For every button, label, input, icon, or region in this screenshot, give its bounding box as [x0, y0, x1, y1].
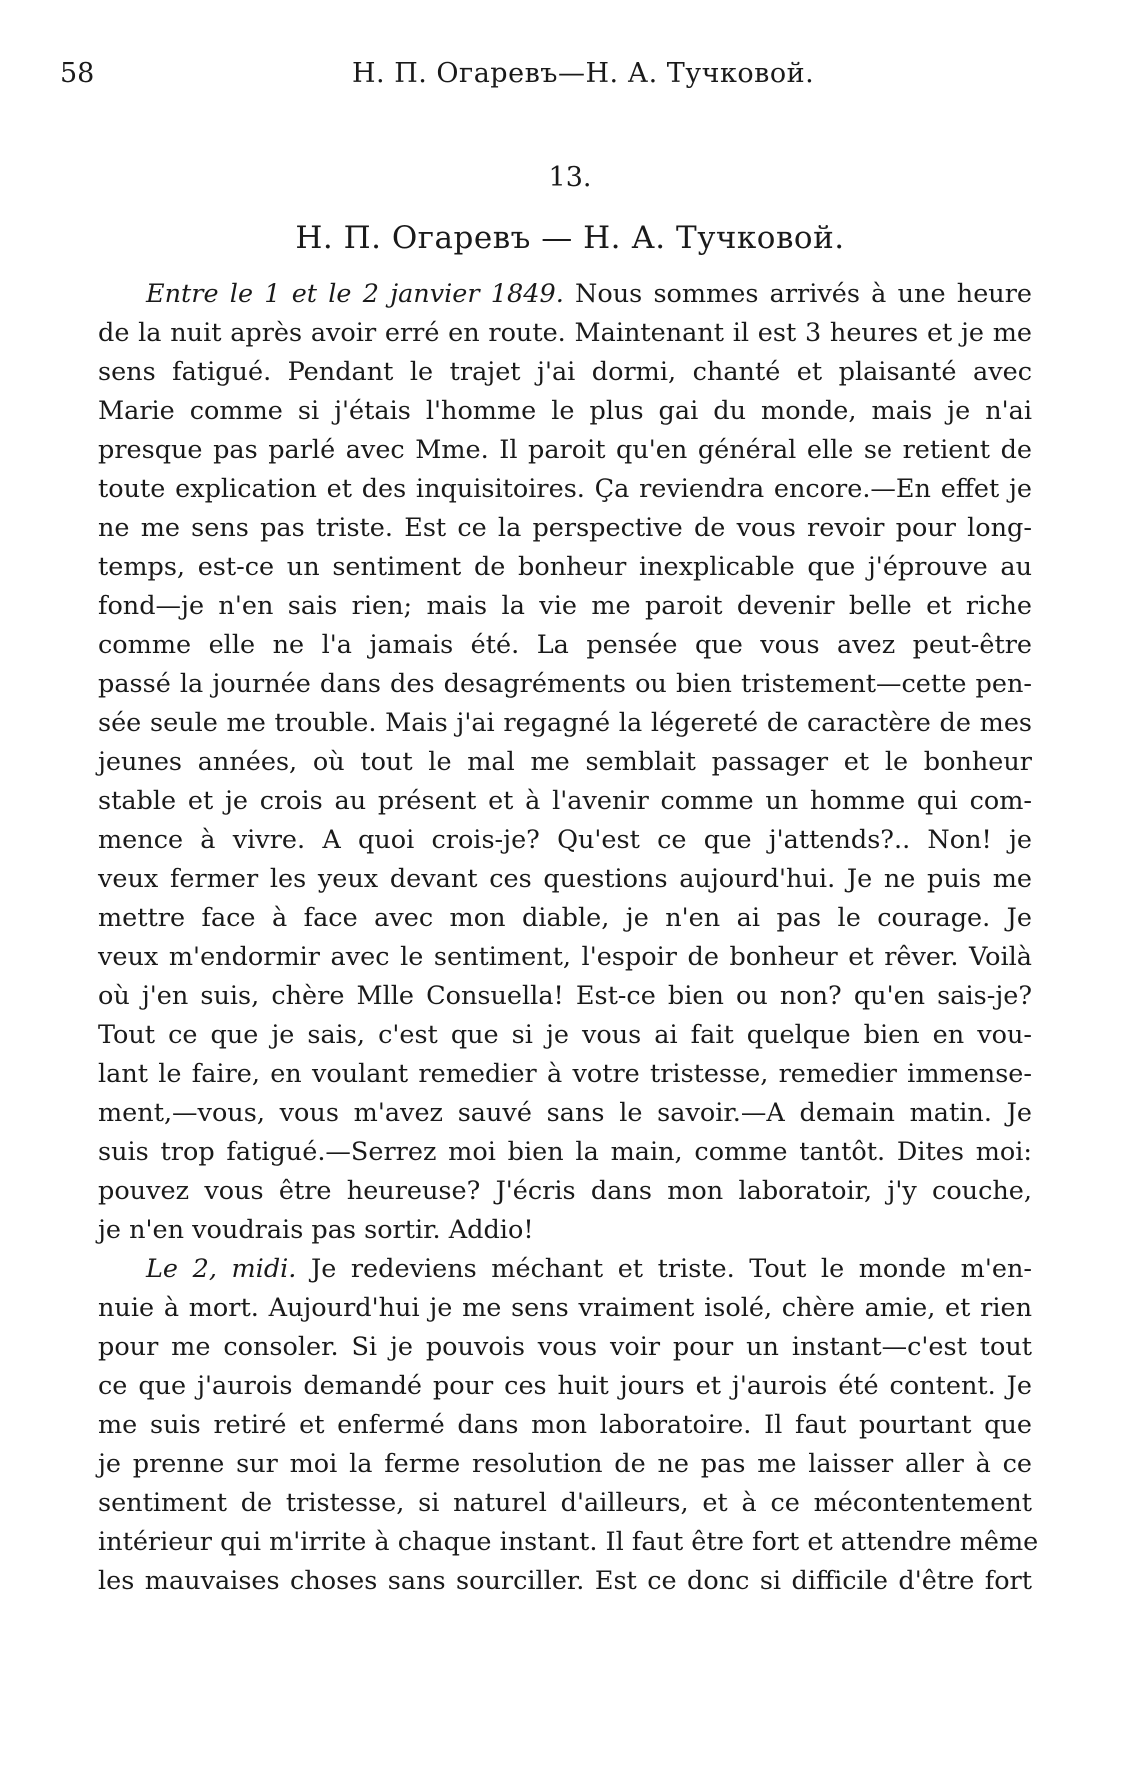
text-line: fond—je n'en sais rien; mais la vie me paroit devenir belle et riche: [98, 591, 1032, 621]
text-line: de la nuit après avoir erré en route. Maintenant il est 3 heures et je me: [98, 318, 1032, 348]
page-number: 58: [60, 58, 95, 89]
text-line: sens fatigué. Pendant le trajet j'ai dormi, chanté et plaisanté avec: [98, 357, 1032, 387]
text-line: pouvez vous être heureuse? J'écris dans mon laboratoir, j'y couche,: [98, 1176, 1032, 1206]
letter-body: [98, 275, 1039, 1601]
text-line: je prenne sur moi la ferme resolution de ne pas me laisser aller à ce: [98, 1449, 1032, 1479]
text-line: veux m'endormir avec le sentiment, l'espoir de bonheur et rêver. Voilà: [98, 942, 1032, 972]
text-line: ment,—vous, vous m'avez sauvé sans le savoir.—A demain matin. Je: [98, 1098, 1032, 1128]
text-line: lant le faire, en voulant remedier à votre tristesse, remedier immense-: [98, 1059, 1032, 1089]
text-line: ce que j'aurois demandé pour ces huit jours et j'aurois été content. Je: [98, 1371, 1032, 1401]
text-fragment: Nous sommes arrivés à une heure: [563, 279, 1032, 309]
running-head: [60, 58, 1100, 98]
text-line: les mauvaises choses sans sourciller. Est ce donc si difficile d'être fort: [98, 1566, 1032, 1596]
text-line: stable et je crois au présent et à l'avenir comme un homme qui com-: [98, 786, 1032, 816]
text-fragment: Je redeviens méchant et triste. Tout le monde m'en-: [296, 1254, 1032, 1284]
text-line: sée seule me trouble. Mais j'ai regagné la légereté de caractère de mes: [98, 708, 1032, 738]
text-line: où j'en suis, chère Mlle Consuella! Est-ce bien ou non? qu'en sais-je?: [98, 981, 1032, 1011]
text-line: suis trop fatigué.—Serrez moi bien la main, comme tantôt. Dites moi:: [98, 1137, 1032, 1167]
text-line: mence à vivre. A quoi crois-je? Qu'est ce que j'attends?.. Non! je: [98, 825, 1032, 855]
text-line: Marie comme si j'étais l'homme le plus gai du monde, mais je n'ai: [98, 396, 1032, 426]
paragraph-2-first-line: [98, 1250, 1032, 1289]
text-line: Tout ce que je sais, c'est que si je vous ai fait quelque bien en vou-: [98, 1020, 1032, 1050]
dateline-2: Le 2, midi.: [146, 1254, 297, 1284]
text-line: nuie à mort. Aujourd'hui je me sens vraiment isolé, chère amie, et rien: [98, 1293, 1032, 1323]
letter-heading: Н. П. Огаревъ — Н. А. Тучковой.: [295, 220, 845, 256]
text-line: ne me sens pas triste. Est ce la perspective de vous revoir pour long-: [98, 513, 1032, 543]
text-line: toute explication et des inquisitoires. Ça reviendra encore.—En effet je: [98, 474, 1032, 504]
text-line: sentiment de tristesse, si naturel d'ailleurs, et à ce mécontentement: [98, 1488, 1032, 1518]
text-line: temps, est-ce un sentiment de bonheur inexplicable que j'éprouve au: [98, 552, 1032, 582]
text-line: me suis retiré et enfermé dans mon laboratoire. Il faut pourtant que: [98, 1410, 1032, 1440]
paragraph-1-last-line: je n'en voudrais pas sortir. Addio!: [98, 1215, 534, 1245]
text-line: jeunes années, où tout le mal me semblait passager et le bonheur: [98, 747, 1032, 777]
letter-number: 13.: [548, 162, 592, 193]
running-title: Н. П. Огаревъ—Н. А. Тучковой.: [352, 58, 815, 89]
text-line: comme elle ne l'a jamais été. La pensée que vous avez peut-être: [98, 630, 1032, 660]
text-line: mettre face à face avec mon diable, je n'en ai pas le courage. Je: [98, 903, 1032, 933]
text-line: veux fermer les yeux devant ces questions aujourd'hui. Je ne puis me: [98, 864, 1032, 894]
text-line: passé la journée dans des desagréments ou bien tristement—cette pen-: [98, 669, 1032, 699]
text-line: pour me consoler. Si je pouvois vous voir pour un instant—c'est tout: [98, 1332, 1032, 1362]
text-line: presque pas parlé avec Mme. Il paroit qu'en général elle se retient de: [98, 435, 1032, 465]
text-line: intérieur qui m'irrite à chaque instant. Il faut être fort et attendre même: [98, 1527, 1039, 1557]
paragraph-1-first-line: [98, 275, 1032, 314]
dateline-1: Entre le 1 et le 2 janvier 1849.: [146, 279, 564, 309]
